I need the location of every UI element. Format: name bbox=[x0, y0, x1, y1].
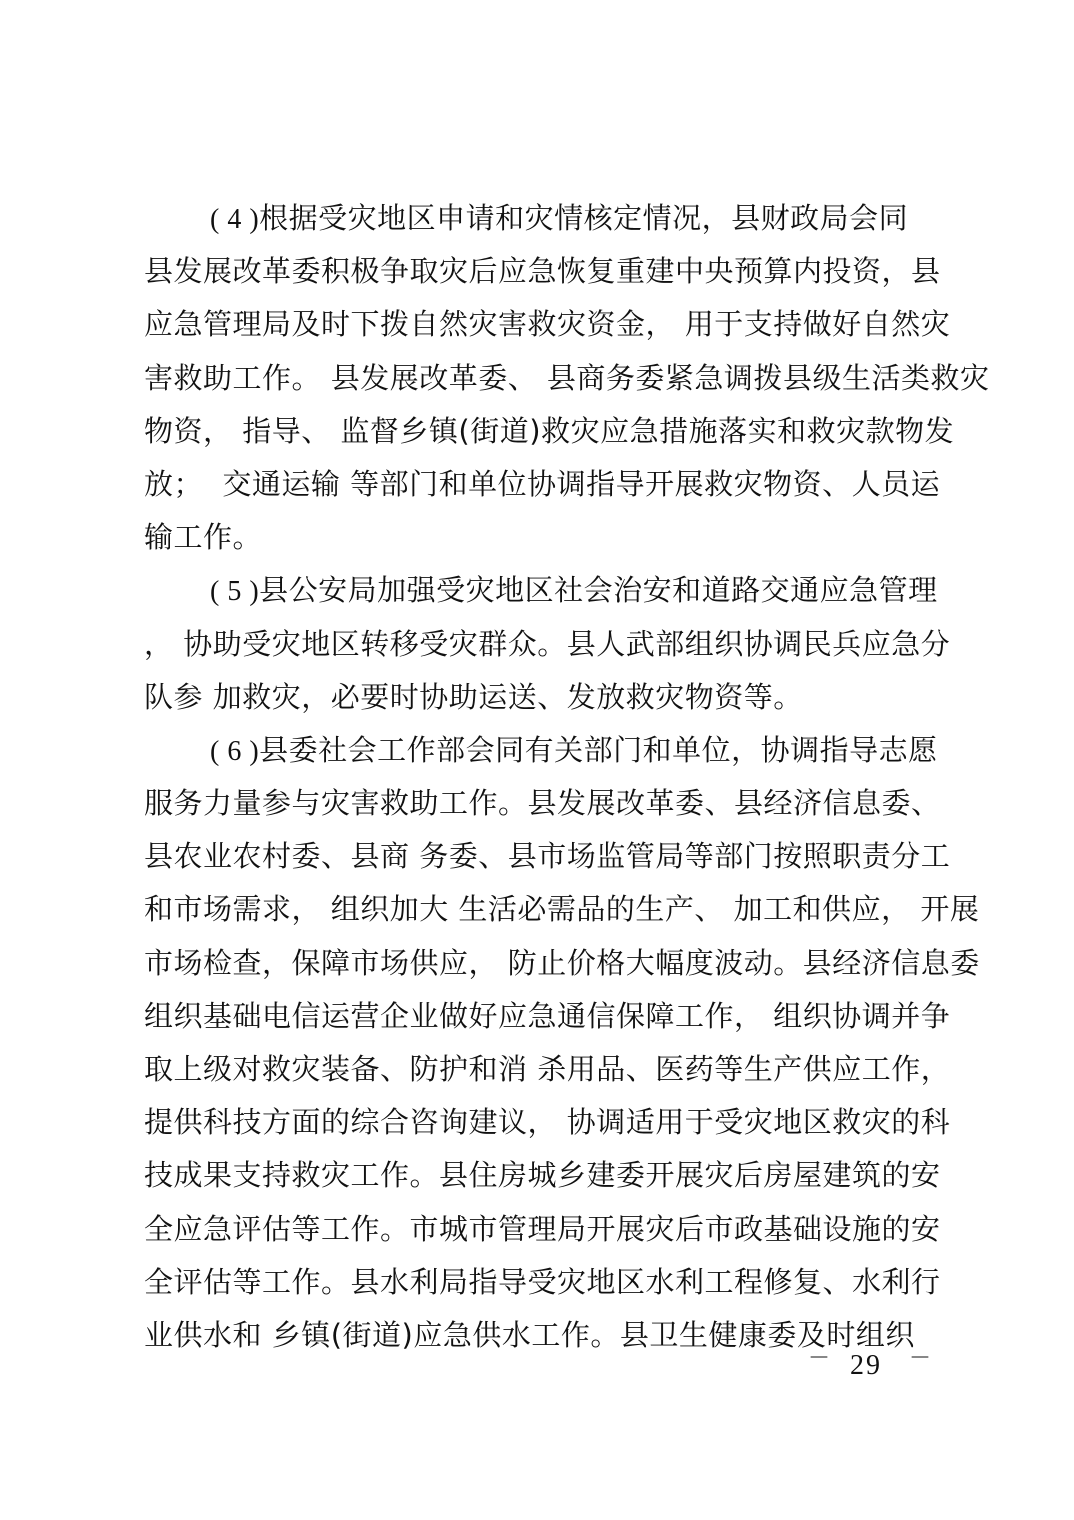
line-text: 物资， 指导、 监督乡镇(街道)救灾应急措施落实和救灾款物发 bbox=[144, 413, 955, 448]
line-text: 县发展改革委积极争取灾后应急恢复重建中央预算内投资，县 bbox=[144, 254, 941, 289]
paragraph-first-line bbox=[144, 192, 944, 245]
line-text: 市场检查，保障市场供应， 防止价格大幅度波动。县经济信息委 bbox=[144, 945, 980, 980]
paragraph-line bbox=[144, 883, 980, 936]
page-number-dash-left: － bbox=[808, 1345, 833, 1370]
line-text: 输工作。 bbox=[144, 520, 263, 555]
line-text: 放； 交通运输 等部门和单位协调指导开展救灾物资、人员运 bbox=[144, 466, 941, 501]
line-text: 县农业农村委、县商 务委、县市场监管局等部门按照职责分工 bbox=[144, 839, 951, 874]
line-text: 业供水和 乡镇(街道)应急供水工作。县卫生健康委及时组织 bbox=[144, 1317, 915, 1352]
line-text: 取上级对救灾装备、防护和消 杀用品、医药等生产供应工作， bbox=[144, 1052, 951, 1086]
line-text: 和市场需求， 组织加大 生活必需品的生产、 加工和供应， 开展 bbox=[144, 892, 980, 927]
line-text: 组织基础电信运营企业做好应急通信保障工作， 组织协调并争 bbox=[144, 998, 951, 1033]
item-number: ( 4 ) bbox=[210, 204, 260, 235]
paragraph-line bbox=[144, 777, 944, 830]
line-text: 队参 加救灾，必要时协助运送、发放救灾物资等。 bbox=[144, 679, 803, 714]
paragraph-line bbox=[144, 671, 944, 724]
line-text: 应急管理局及时下拨自然灾害救灾资金， 用于支持做好自然灾 bbox=[144, 307, 951, 342]
line-text: 全评估等工作。县水利局指导受灾地区水利工程修复、水利行 bbox=[144, 1264, 941, 1299]
page-number: 29 bbox=[850, 1350, 883, 1381]
paragraph-first-line bbox=[144, 724, 944, 777]
line-text: ， 协助受灾地区转移受灾群众。县人武部组织协调民兵应急分 bbox=[144, 626, 951, 661]
paragraph-line bbox=[144, 1203, 944, 1256]
line-text: 提供科技方面的综合咨询建议， 协调适用于受灾地区救灾的科 bbox=[144, 1105, 951, 1140]
line-text: 服务力量参与灾害救助工作。县发展改革委、县经济信息委、 bbox=[144, 786, 941, 821]
paragraph-line bbox=[144, 1149, 944, 1202]
paragraph-line bbox=[144, 405, 955, 458]
page-number-footer bbox=[808, 1345, 934, 1382]
paragraph-line bbox=[144, 1043, 951, 1096]
paragraph-line bbox=[144, 1096, 951, 1149]
paragraph-line bbox=[144, 511, 944, 564]
line-text: 全应急评估等工作。市城市管理局开展灾后市政基础设施的安 bbox=[144, 1211, 941, 1246]
line-text: 根据受灾地区申请和灾情核定情况，县财政局会同 bbox=[259, 201, 909, 235]
paragraph-line bbox=[144, 298, 951, 351]
item-number: ( 5 ) bbox=[210, 576, 260, 608]
line-text: 害救助工作。 县发展改革委、 县商务委紧急调拨县级生活类救灾 bbox=[144, 360, 990, 395]
item-number: ( 6 ) bbox=[210, 735, 260, 767]
page-number-dash-right: － bbox=[909, 1345, 934, 1370]
paragraph-line bbox=[144, 458, 944, 511]
paragraph-line bbox=[144, 352, 990, 405]
line-text: 技成果支持救灾工作。县住房城乡建委开展灾后房屋建筑的安 bbox=[144, 1158, 941, 1193]
line-text: 县委社会工作部会同有关部门和单位，协调指导志愿 bbox=[259, 732, 938, 767]
body-text bbox=[144, 192, 990, 1362]
paragraph-line bbox=[144, 990, 951, 1043]
line-text: 县公安局加强受灾地区社会治安和道路交通应急管理 bbox=[259, 573, 938, 608]
paragraph-line bbox=[144, 618, 951, 671]
paragraph-first-line bbox=[144, 564, 944, 617]
paragraph-line bbox=[144, 1256, 944, 1309]
paragraph-line bbox=[144, 937, 980, 990]
paragraph-line bbox=[144, 830, 951, 883]
paragraph-line bbox=[144, 245, 944, 298]
